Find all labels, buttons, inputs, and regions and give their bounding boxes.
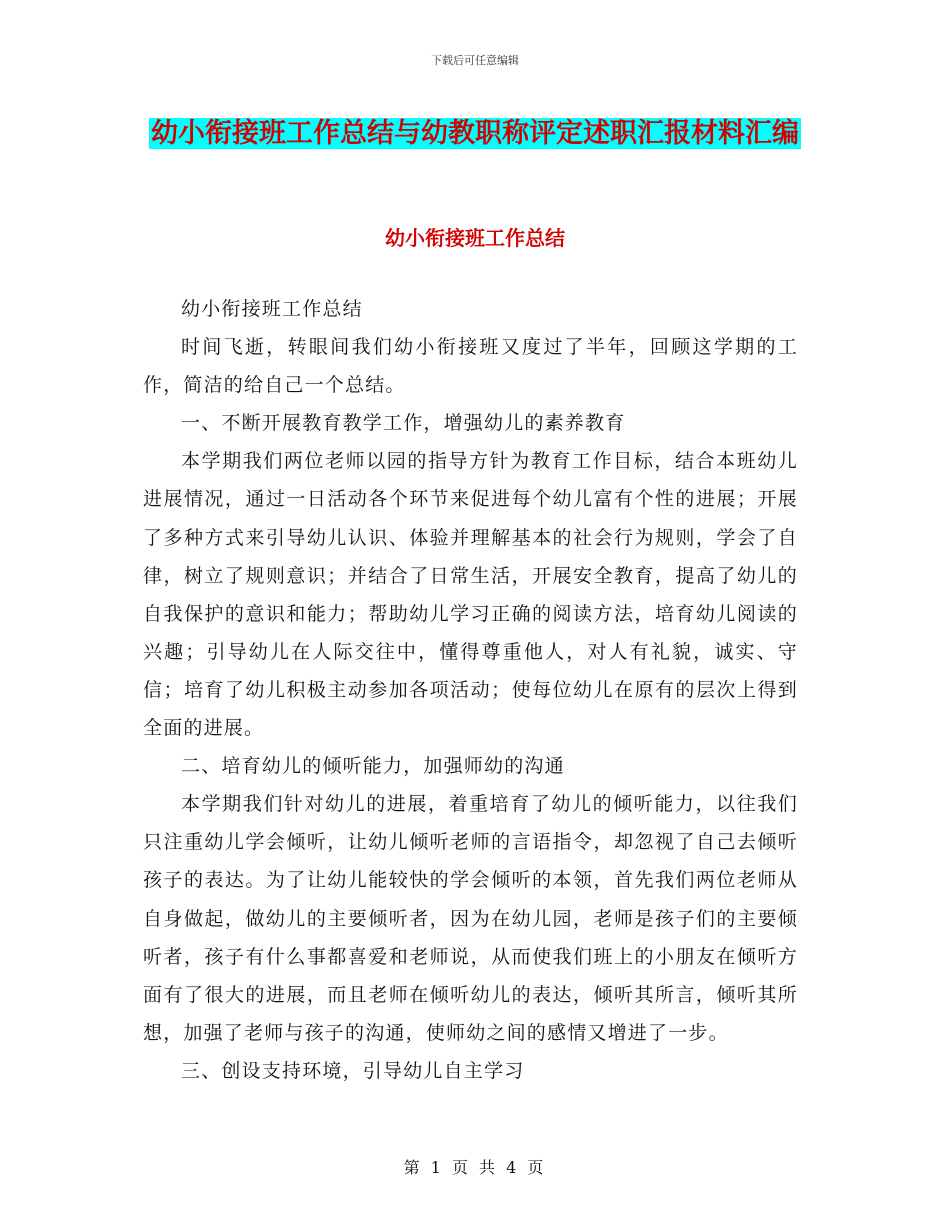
paragraph: 时间飞逝，转眼间我们幼小衔接班又度过了半年，回顾这学期的工作，简洁的给自己一个总结。: [143, 336, 798, 397]
paragraph-heading: 一、不断开展教育教学工作，增强幼儿的素养教育: [181, 412, 626, 435]
header-note: 下载后可任意编辑: [431, 54, 519, 67]
document-body: [143, 290, 798, 1090]
paragraph: 幼小衔接班工作总结: [181, 298, 363, 320]
section-title: 幼小衔接班工作总结: [385, 226, 565, 250]
document-title-text: 幼小衔接班工作总结与幼教职称评定述职汇报材料汇编: [151, 118, 799, 149]
paragraph-heading: 二、培育幼儿的倾听能力，加强师幼的沟通: [181, 755, 565, 778]
paragraph: 本学期我们针对幼儿的进展，着重培育了幼儿的倾听能力，以往我们只注重幼儿学会倾听，让幼儿倾听老师的言语指令，却忽视了自己去倾听孩子的表达。为了让幼儿能较快的学会倾听的本领，首先我们两位老师从自身做起，做幼儿的主要倾听者，因为在幼儿园，老师是孩子们的主要倾听者，孩子有什么事都喜爱和老师说，从而使我们班上的小朋友在倾听方面有了很大的进展，而且老师在倾听幼儿的表达，倾听其所言，倾听其所想，加强了老师与孩子的沟通，使师幼之间的感情又增进了一步。: [143, 793, 798, 1044]
paragraph-heading: 三、创设支持环境，引导幼儿自主学习: [181, 1059, 525, 1082]
document-title: [140, 110, 810, 157]
paragraph: 本学期我们两位老师以园的指导方针为教育工作目标，结合本班幼儿进展情况，通过一日活动各个环节来促进每个幼儿富有个性的进展；开展了多种方式来引导幼儿认识、体验并理解基本的社会行为规则，学会了自律，树立了规则意识；并结合了日常生活，开展安全教育，提高了幼儿的自我保护的意识和能力；帮助幼儿学习正确的阅读方法，培育幼儿阅读的兴趣；引导幼儿在人际交往中，懂得尊重他人，对人有礼貌，诚实、守信；培育了幼儿积极主动参加各项活动；使每位幼儿在原有的层次上得到全面的进展。: [143, 450, 798, 740]
page-number: 第 1 页 共 4 页: [403, 1158, 547, 1177]
